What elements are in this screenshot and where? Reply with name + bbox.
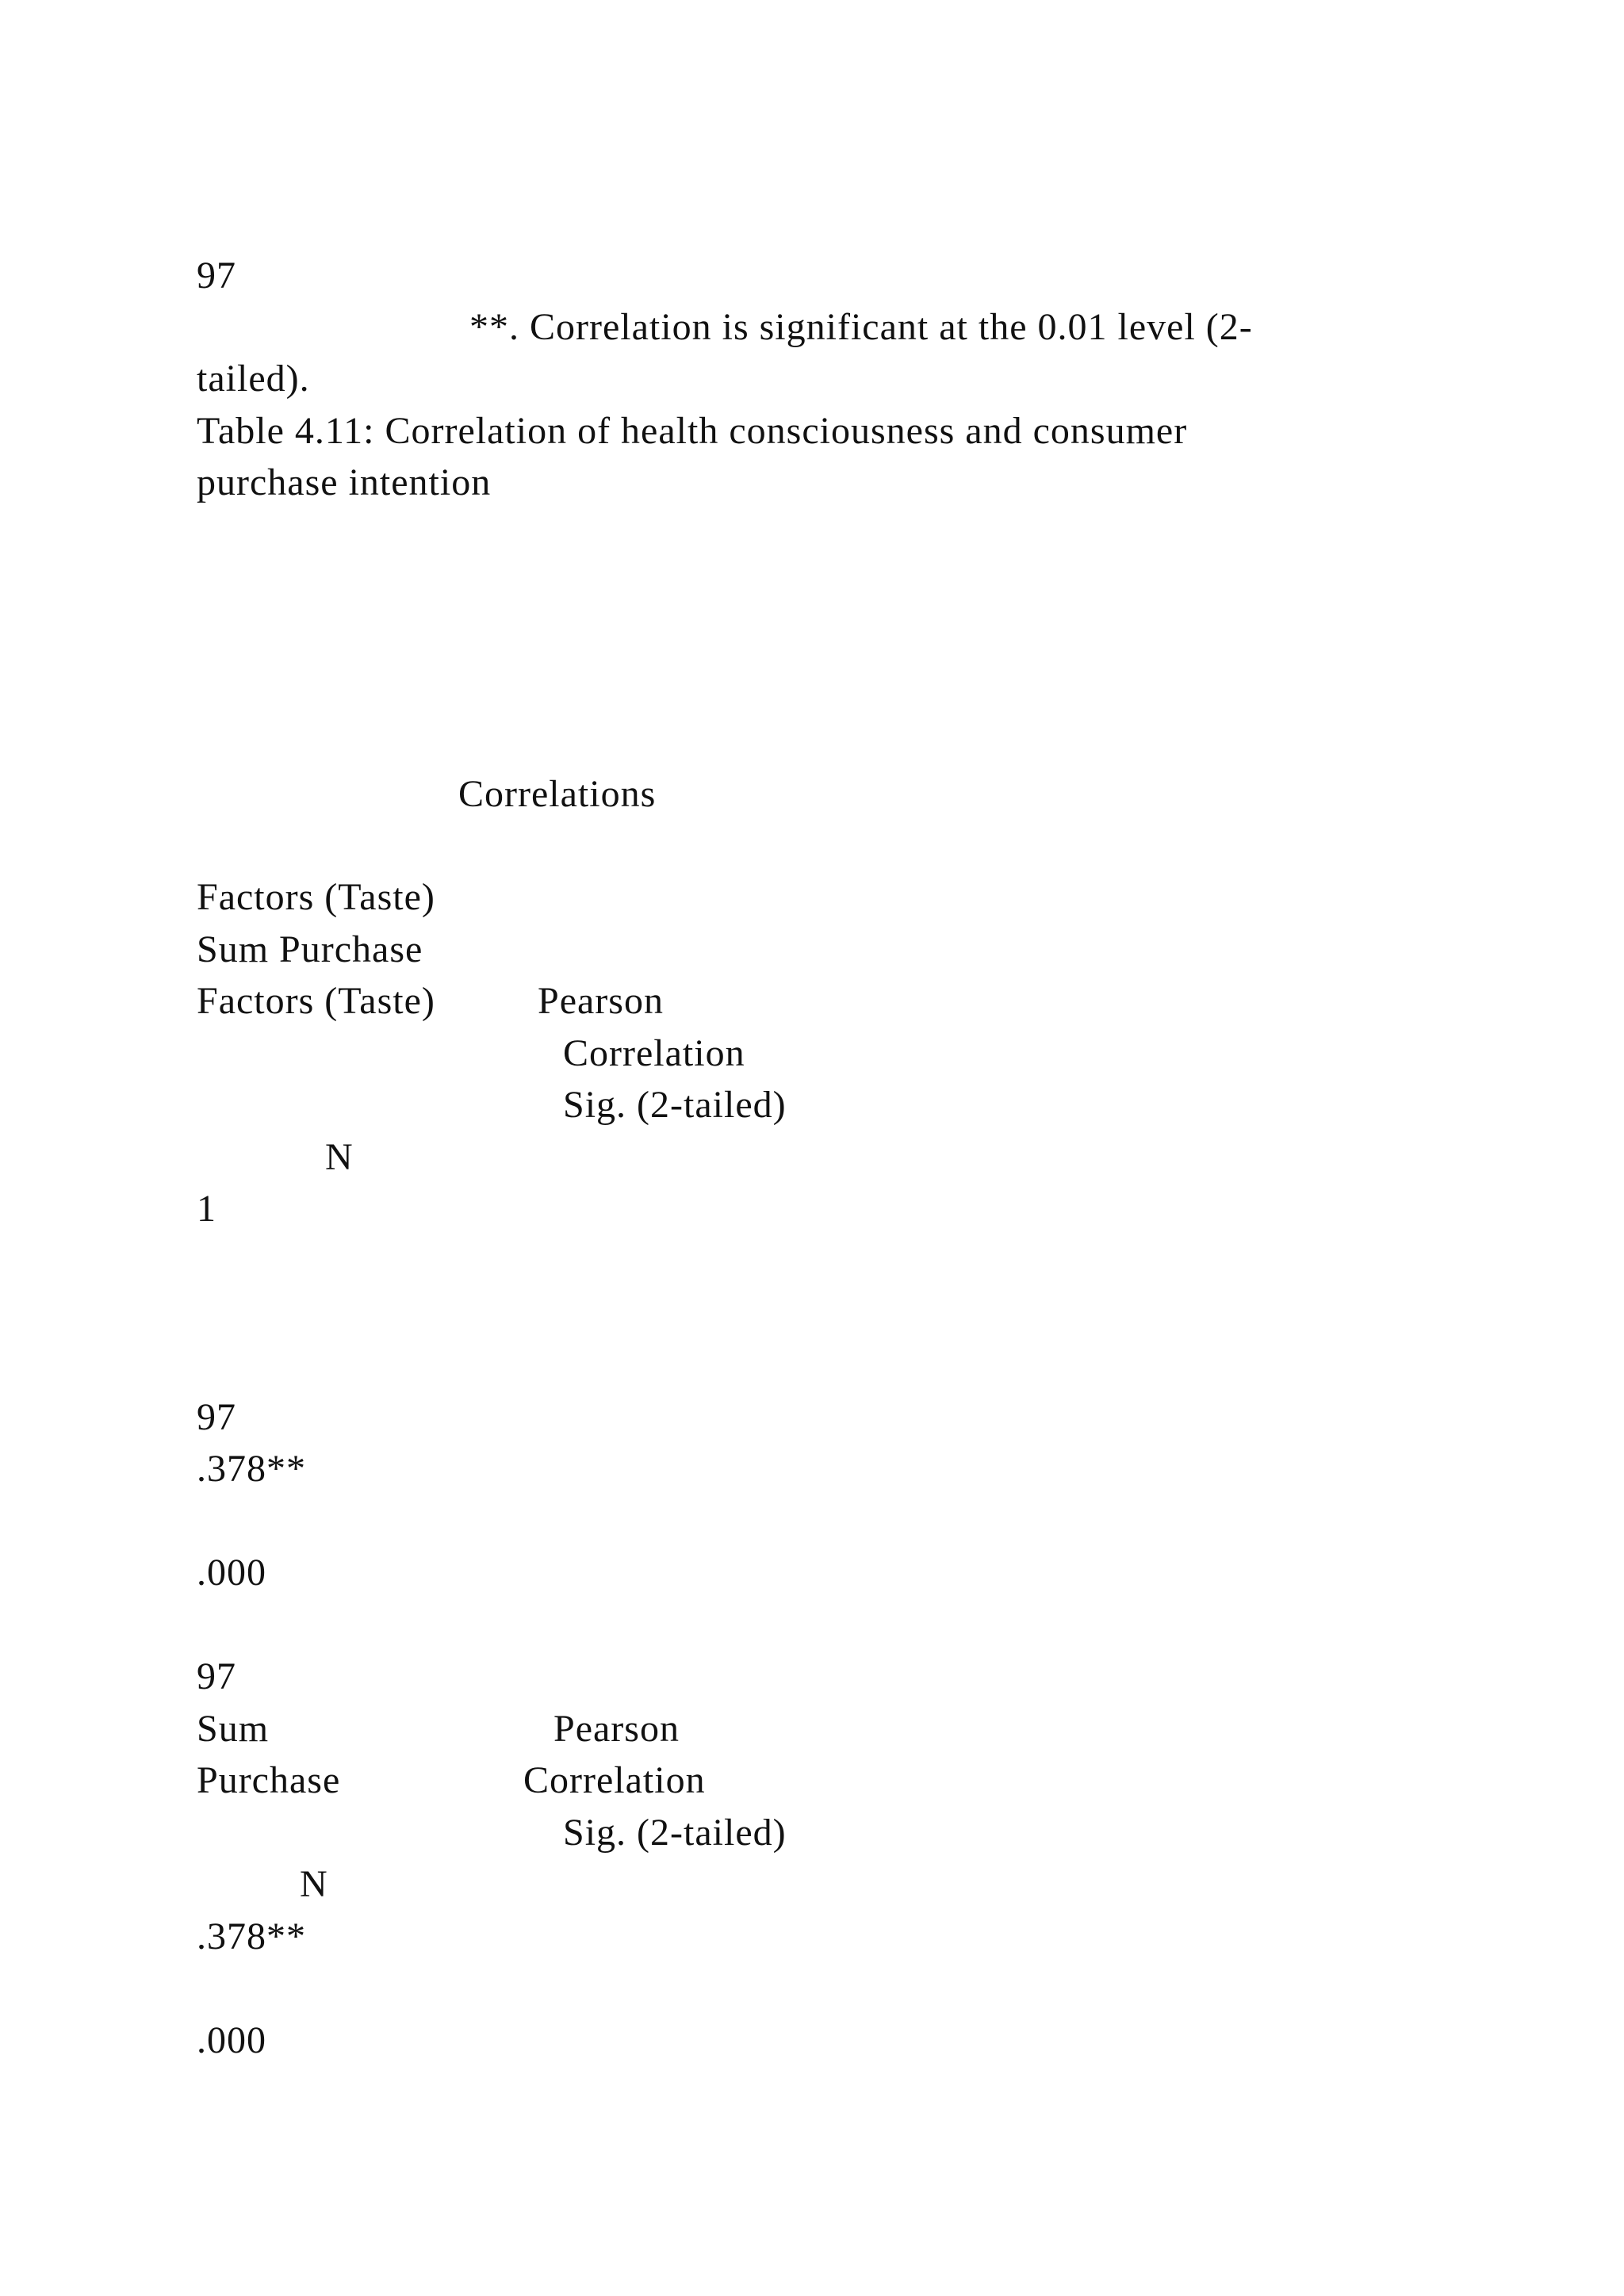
table-caption-line-1: Table 4.11: Correlation of health consciousness and consumer (197, 410, 1188, 452)
table-title: Correlations (458, 773, 657, 815)
row2-correlation-value: .378** (197, 1915, 306, 1957)
row1-pearson-label: Pearson (538, 980, 664, 1022)
column-header-sum-purchase: Sum Purchase (197, 928, 423, 970)
n-value-top: 97 (197, 254, 236, 297)
row2-sig-value: .000 (197, 2019, 266, 2061)
row1-sig-label: Sig. (2-tailed) (563, 1084, 787, 1126)
row2-n-label: N (300, 1863, 328, 1905)
row1-n-label: N (325, 1136, 354, 1178)
row1-correlation-value: 1 (197, 1188, 216, 1230)
row-label-purchase: Purchase (197, 1759, 341, 1801)
significance-note-line-2: tailed). (197, 358, 310, 400)
row-label-sum: Sum (197, 1708, 270, 1750)
column-header-factors-taste: Factors (Taste) (197, 876, 435, 918)
row-label-factors-taste: Factors (Taste) (197, 980, 435, 1022)
row1-n-value: 97 (197, 1396, 236, 1438)
row1-sig-value-2: .000 (197, 1552, 266, 1594)
row1-correlation-label: Correlation (563, 1032, 745, 1074)
row2-correlation-label: Correlation (523, 1759, 706, 1801)
table-caption-line-2: purchase intention (197, 461, 492, 503)
row2-pearson-label: Pearson (553, 1708, 680, 1750)
significance-note-line-1: **. Correlation is significant at the 0.01 level (2- (469, 306, 1253, 348)
row1-n-value-2: 97 (197, 1655, 236, 1697)
row1-correlation-value-2: .378** (197, 1448, 306, 1490)
row2-sig-label: Sig. (2-tailed) (563, 1812, 787, 1854)
